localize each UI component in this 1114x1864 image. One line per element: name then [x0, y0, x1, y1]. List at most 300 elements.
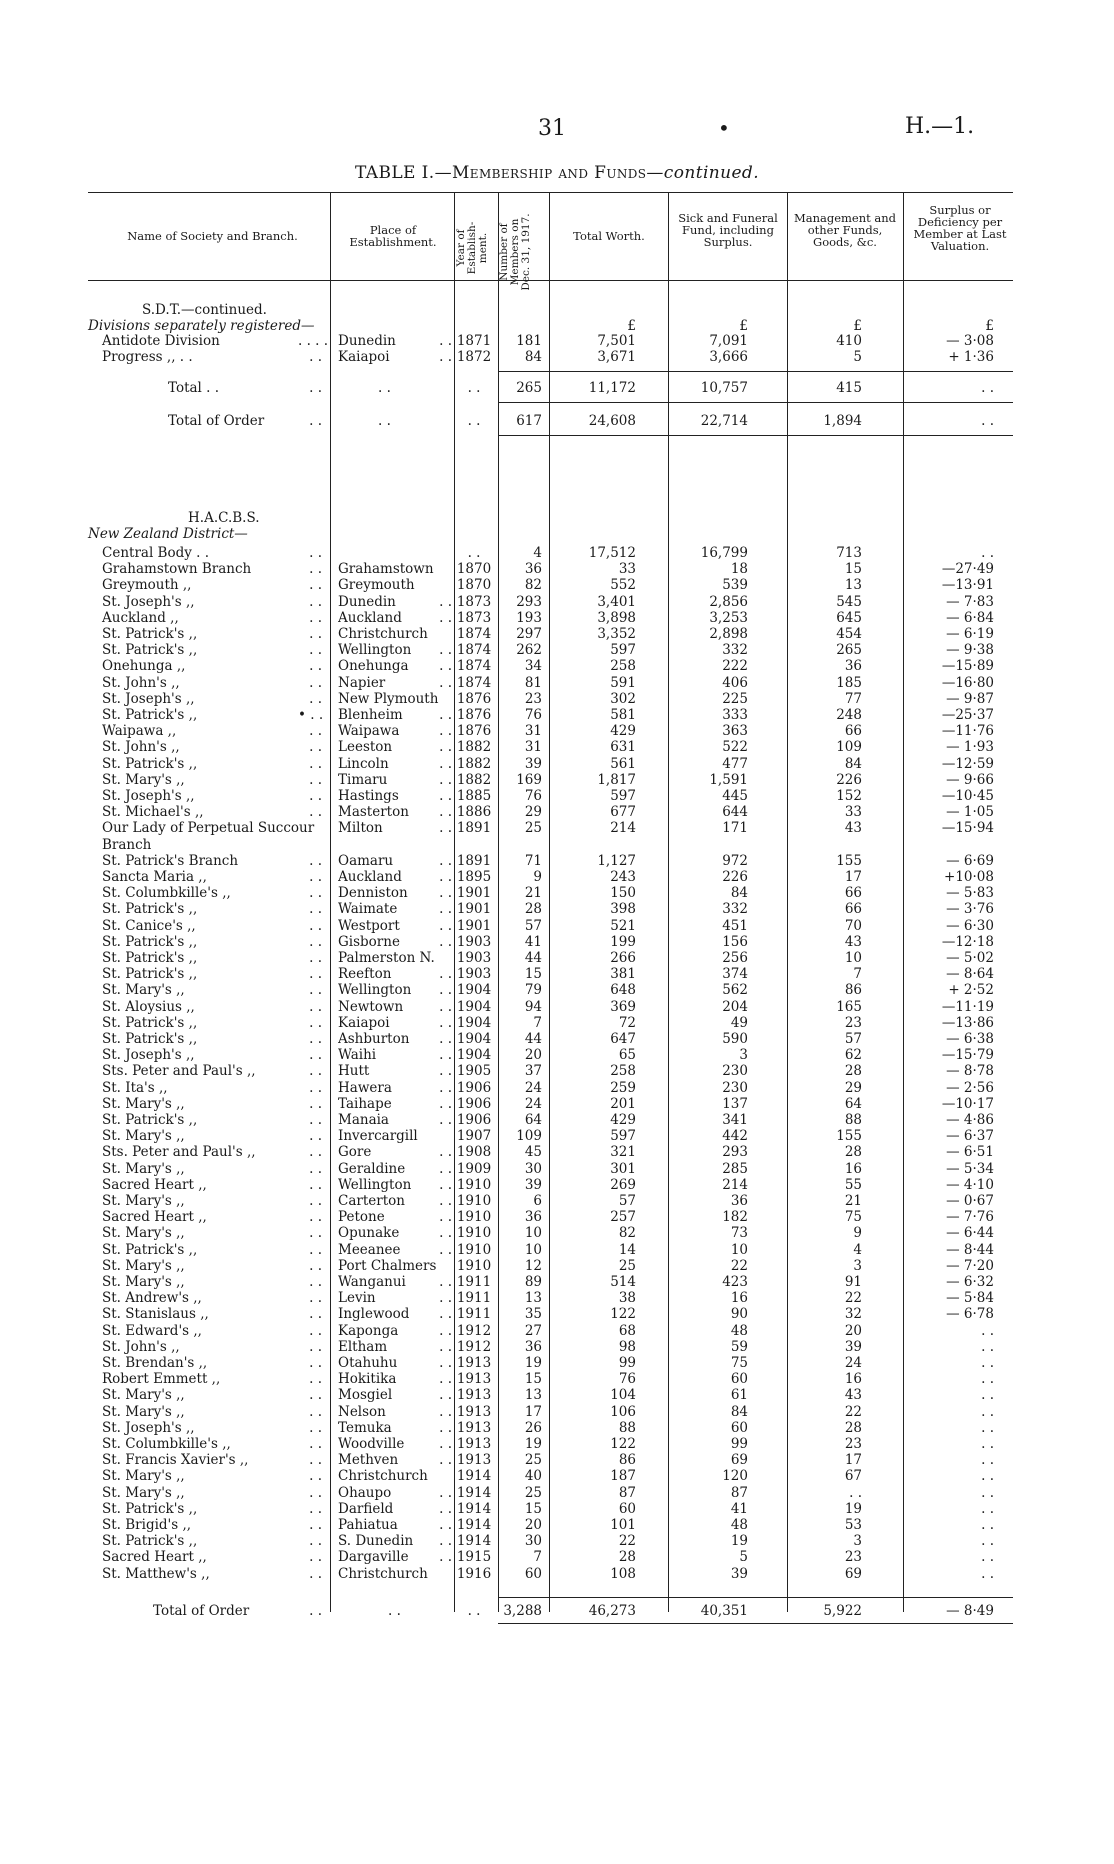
row-members: 36: [524, 1338, 542, 1355]
table-row: [0, 626, 1114, 642]
row-name: Robert Emmett ,,: [102, 1371, 221, 1388]
row-worth: 597: [610, 1128, 636, 1145]
row-year: 1913: [456, 1371, 492, 1388]
row-name: St. Patrick's ,,: [102, 1112, 198, 1128]
row-place-dots: . .: [439, 1387, 452, 1404]
table-row: [0, 723, 1114, 739]
row-place-dots: . .: [439, 1484, 452, 1501]
row-place: Darfield: [338, 1500, 394, 1517]
total-surplus: . .: [981, 380, 994, 396]
row-place: Hutt: [338, 1063, 370, 1080]
row-sick: 99: [730, 1436, 748, 1452]
row-place-dots: . .: [439, 998, 452, 1015]
row-dots: . .: [309, 788, 322, 804]
table-row: [0, 1549, 1114, 1565]
row-surplus: —12·59: [941, 755, 994, 772]
row-place-dots: . .: [439, 1436, 452, 1452]
row-surplus: — 7·83: [946, 593, 994, 610]
row-place: Timaru: [338, 771, 388, 788]
row-dots: . .: [309, 1079, 322, 1096]
row-name: St. Mary's ,,: [102, 1160, 185, 1177]
row-mgmt: . .: [849, 1484, 862, 1501]
row-mgmt: 265: [836, 642, 862, 659]
row-name: St. John's ,,: [102, 1338, 180, 1355]
row-members: 297: [516, 626, 542, 642]
row-dots: . .: [309, 1095, 322, 1112]
row-dots: . .: [309, 1533, 322, 1550]
row-dots: . . . .: [298, 333, 329, 349]
row-name: St. Patrick's ,,: [102, 707, 198, 723]
row-members: 21: [524, 885, 542, 902]
row-mgmt: 32: [844, 1306, 862, 1323]
row-dots: . .: [309, 1419, 322, 1436]
row-year: 1870: [456, 561, 492, 578]
row-worth: 76: [618, 1371, 636, 1388]
row-name: St. Mary's ,,: [102, 982, 185, 999]
row-name: St. John's ,,: [102, 739, 180, 756]
row-surplus: . .: [981, 545, 994, 561]
row-surplus: —15·89: [941, 658, 994, 675]
unit-surplus: £: [985, 318, 994, 334]
row-year: 1914: [456, 1500, 492, 1517]
row-year: 1911: [456, 1306, 492, 1323]
table-row: [0, 1517, 1114, 1533]
row-place-dots: . .: [439, 885, 452, 902]
row-name: St. Edward's ,,: [102, 1322, 202, 1339]
row-surplus: . .: [981, 1484, 994, 1501]
row-dots: . .: [309, 1452, 322, 1469]
row-dots: . .: [309, 1517, 322, 1533]
row-mgmt: 28: [844, 1419, 862, 1436]
row-mgmt: 13: [844, 577, 862, 594]
row-worth: 122: [610, 1436, 636, 1452]
row-sick: 60: [730, 1419, 748, 1436]
row-name: St. Mary's ,,: [102, 1225, 185, 1242]
row-worth: 257: [610, 1209, 636, 1226]
row-name: St. Patrick's ,,: [102, 626, 198, 642]
row-mgmt: 16: [844, 1371, 862, 1388]
row-name: Central Body . .: [102, 545, 210, 561]
row-place: Grahamstown: [338, 561, 434, 578]
row-year: 1912: [456, 1322, 492, 1339]
row-worth: 65: [618, 1047, 636, 1064]
row-dots: . .: [309, 1484, 322, 1501]
row-sick: 442: [722, 1128, 748, 1145]
row-dots: . .: [309, 1371, 322, 1388]
row-name: St. Mary's ,,: [102, 1193, 185, 1209]
row-sick: 39: [730, 1565, 748, 1582]
sdt-subheading: Divisions separately registered—: [88, 318, 315, 334]
row-members: 262: [516, 642, 542, 659]
row-sick: 477: [722, 755, 748, 772]
row-place: Wellington: [338, 982, 412, 999]
row-place-dots: . .: [439, 1549, 452, 1566]
row-mgmt: 66: [844, 901, 862, 918]
row-sick: 204: [722, 998, 748, 1015]
row-name: St. Patrick's ,,: [102, 1533, 198, 1550]
row-surplus: — 9·87: [946, 690, 994, 707]
row-year: 1914: [456, 1484, 492, 1501]
row-sick: 16,799: [700, 545, 748, 561]
row-place: Dargaville: [338, 1549, 409, 1566]
row-dots: . .: [309, 626, 322, 642]
row-surplus: . .: [981, 1533, 994, 1550]
row-sick: 406: [722, 674, 748, 691]
row-sick: 22: [730, 1257, 748, 1274]
row-place-dots: . .: [439, 658, 452, 675]
row-place: Otahuhu: [338, 1355, 398, 1371]
row-mgmt: 84: [844, 755, 862, 772]
row-dots: . .: [309, 593, 322, 610]
row-worth: 302: [610, 690, 636, 707]
row-name: Waipawa ,,: [102, 723, 177, 740]
row-members: 4: [533, 545, 542, 561]
row-place: Taihape: [338, 1095, 392, 1112]
row-surplus: —12·18: [941, 933, 994, 950]
row-worth: 98: [618, 1338, 636, 1355]
row-place: Mosgiel: [338, 1387, 393, 1404]
row-dots: . .: [309, 349, 322, 365]
row-members: 89: [524, 1274, 542, 1290]
row-members: 20: [524, 1517, 542, 1533]
table-row: [0, 1404, 1114, 1420]
header-worth: Total Worth.: [573, 229, 645, 243]
hacbs-district: New Zealand District—: [88, 526, 248, 542]
row-mgmt: 155: [836, 852, 862, 869]
table-row: [0, 1015, 1114, 1031]
row-mgmt: 21: [844, 1193, 862, 1209]
row-dots: . .: [309, 561, 322, 578]
table-row: [0, 966, 1114, 982]
hacbs-order-total-dots: . .: [309, 1603, 322, 1619]
row-year: 1874: [456, 674, 492, 691]
row-name: St. Joseph's ,,: [102, 1419, 195, 1436]
row-members: 10: [524, 1241, 542, 1258]
row-place: New Plymouth: [338, 690, 439, 707]
row-sick: 226: [722, 869, 748, 885]
row-mgmt: 545: [836, 593, 862, 610]
row-mgmt: 22: [844, 1290, 862, 1307]
row-mgmt: 19: [844, 1500, 862, 1517]
row-mgmt: 91: [844, 1274, 862, 1290]
order-total-label: Total of Order: [168, 413, 265, 429]
row-surplus: —11·76: [941, 723, 994, 740]
row-place: Christchurch: [338, 1468, 428, 1485]
row-dots: . .: [309, 1257, 322, 1274]
row-mgmt: 23: [844, 1436, 862, 1452]
table-row: [0, 1420, 1114, 1436]
row-mgmt: 24: [844, 1355, 862, 1371]
row-worth: 381: [610, 966, 636, 983]
row-year: 1908: [456, 1144, 492, 1161]
row-dots: . .: [309, 609, 322, 626]
row-dots: . .: [309, 1274, 322, 1290]
row-members: 181: [516, 333, 542, 349]
row-surplus: — 5·83: [946, 885, 994, 902]
row-name: St. Ita's ,,: [102, 1079, 168, 1096]
row-year: 1876: [456, 707, 492, 723]
row-mgmt: 713: [836, 545, 862, 561]
row-name: St. Mary's ,,: [102, 1468, 185, 1485]
row-sick: 256: [722, 950, 748, 966]
row-place: Milton: [338, 820, 383, 837]
row-place-dots: . .: [439, 1533, 452, 1550]
row-surplus: — 0·67: [946, 1193, 994, 1209]
row-mgmt: 454: [836, 626, 862, 642]
unit-mgmt: £: [853, 318, 862, 334]
row-dots: . .: [309, 577, 322, 594]
table-row: [0, 1566, 1114, 1582]
row-sick: 590: [722, 1031, 748, 1047]
row-members: 40: [524, 1468, 542, 1485]
row-name: Sacred Heart ,,: [102, 1209, 207, 1226]
row-mgmt: 33: [844, 804, 862, 821]
row-place-dots: . .: [439, 1355, 452, 1371]
table-row: [0, 1144, 1114, 1160]
row-place-dots: . .: [439, 1500, 452, 1517]
row-name: St. Joseph's ,,: [102, 788, 195, 804]
row-dots: . .: [309, 1403, 322, 1420]
total-place: . .: [378, 380, 391, 396]
row-year: 1872: [456, 349, 492, 365]
row-sick: 3: [739, 1047, 748, 1064]
row-members: 84: [524, 349, 542, 365]
row-name: St. Patrick's ,,: [102, 1031, 198, 1047]
row-mgmt: 3: [853, 1257, 862, 1274]
row-place-dots: . .: [439, 1419, 452, 1436]
row-members: 94: [524, 998, 542, 1015]
row-place: Christchurch: [338, 1565, 428, 1582]
row-place-dots: . .: [439, 1338, 452, 1355]
row-mgmt: 4: [853, 1241, 862, 1258]
sdt-order-total-row: [0, 413, 1114, 429]
row-year: 1903: [456, 966, 492, 983]
row-place-dots: . .: [439, 1063, 452, 1080]
row-dots: . .: [309, 1031, 322, 1047]
row-place-dots: . .: [439, 901, 452, 918]
row-year: 1885: [456, 788, 492, 804]
table-row: [0, 1468, 1114, 1484]
row-dots: . .: [309, 1128, 322, 1145]
order-total-worth: 24,608: [588, 413, 636, 429]
row-members: 24: [524, 1095, 542, 1112]
row-worth: 369: [610, 998, 636, 1015]
row-worth: 552: [610, 577, 636, 594]
row-worth: 60: [618, 1500, 636, 1517]
row-place: Temuka: [338, 1419, 392, 1436]
row-place: Hokitika: [338, 1371, 397, 1388]
row-mgmt: 226: [836, 771, 862, 788]
row-name: St. Columbkille's ,,: [102, 1436, 231, 1452]
row-dots: . .: [309, 1549, 322, 1566]
row-sick: 171: [722, 820, 748, 837]
hacbs-order-total-members: 3,288: [503, 1603, 542, 1619]
row-mgmt: 43: [844, 1387, 862, 1404]
row-dots: . .: [309, 755, 322, 772]
row-sick: 451: [722, 917, 748, 934]
row-worth: 82: [618, 1225, 636, 1242]
row-year: 1909: [456, 1160, 492, 1177]
row-members: 109: [516, 1128, 542, 1145]
row-surplus: — 6·51: [946, 1144, 994, 1161]
row-worth: 429: [610, 723, 636, 740]
row-members: 34: [524, 658, 542, 675]
table-row: [0, 1225, 1114, 1241]
table-row: [0, 642, 1114, 658]
row-mgmt: 3: [853, 1533, 862, 1550]
row-dots: . .: [309, 1565, 322, 1582]
row-sick: 18: [730, 561, 748, 578]
row-mgmt: 9: [853, 1225, 862, 1242]
row-worth: 258: [610, 1063, 636, 1080]
row-year: 1907: [456, 1128, 492, 1145]
row-place-dots: . .: [439, 804, 452, 821]
row-name: St. Mary's ,,: [102, 771, 185, 788]
table-row: [0, 739, 1114, 755]
row-year: 1904: [456, 1047, 492, 1064]
row-mgmt: 53: [844, 1517, 862, 1533]
row-name: St. Patrick's ,,: [102, 755, 198, 772]
row-place: Hawera: [338, 1079, 392, 1096]
row-sick: 61: [730, 1387, 748, 1404]
row-place: Wellington: [338, 642, 412, 659]
row-dots: . .: [309, 1047, 322, 1064]
row-mgmt: 43: [844, 820, 862, 837]
row-year: 1914: [456, 1517, 492, 1533]
row-surplus: — 6·78: [946, 1306, 994, 1323]
row-year: 1910: [456, 1193, 492, 1209]
row-worth: 88: [618, 1419, 636, 1436]
title-prefix: TABLE I.—: [354, 163, 452, 183]
row-sick: 230: [722, 1079, 748, 1096]
row-dots: . .: [309, 1338, 322, 1355]
row-place-dots: . .: [439, 1193, 452, 1209]
row-worth: 101: [610, 1517, 636, 1533]
row-surplus: . .: [981, 1403, 994, 1420]
row-year: 1906: [456, 1079, 492, 1096]
row-surplus: — 1·93: [946, 739, 994, 756]
row-place: Palmerston N.: [338, 950, 435, 966]
row-place-dots: . .: [439, 1306, 452, 1323]
row-year: 1874: [456, 658, 492, 675]
header-sick: Sick and Funeral Fund, including Surplus.: [678, 211, 778, 249]
table-row: [0, 1080, 1114, 1096]
row-place: Ohaupo: [338, 1484, 392, 1501]
row-year: 1886: [456, 804, 492, 821]
row-place: Napier: [338, 674, 386, 691]
row-place-dots: . .: [439, 723, 452, 740]
row-year: 1910: [456, 1241, 492, 1258]
header-top-rule: [88, 192, 1013, 193]
row-worth: 677: [610, 804, 636, 821]
row-dots: . .: [309, 1176, 322, 1193]
row-members: 76: [524, 788, 542, 804]
row-dots: . .: [309, 1209, 322, 1226]
row-worth: 429: [610, 1112, 636, 1128]
row-surplus: . .: [981, 1549, 994, 1566]
row-place-dots: . .: [439, 1160, 452, 1177]
row-sick: 48: [730, 1322, 748, 1339]
table-row: [0, 1533, 1114, 1549]
row-place: Christchurch: [338, 626, 428, 642]
row-place: Wanganui: [338, 1274, 406, 1290]
row-members: 30: [524, 1533, 542, 1550]
row-members: 44: [524, 1031, 542, 1047]
row-name: St. Patrick's ,,: [102, 950, 198, 966]
row-surplus: — 8·44: [946, 1241, 994, 1258]
row-members: 25: [524, 820, 542, 837]
row-name: Progress ,, . .: [102, 349, 193, 365]
row-members: 23: [524, 690, 542, 707]
table-row: [0, 333, 1114, 349]
row-year: 1906: [456, 1095, 492, 1112]
hacbs-order-total-label: Total of Order: [153, 1603, 250, 1619]
row-sick: 36: [730, 1193, 748, 1209]
row-year: 1904: [456, 998, 492, 1015]
row-dots: . .: [309, 690, 322, 707]
row-dots: . .: [309, 1014, 322, 1031]
row-members: 15: [524, 966, 542, 983]
row-place: Woodville: [338, 1436, 405, 1452]
row-name: St. Stanislaus ,,: [102, 1306, 209, 1323]
row-surplus: . .: [981, 1355, 994, 1371]
row-members: 71: [524, 852, 542, 869]
row-year: 1882: [456, 755, 492, 772]
row-surplus: —27·49: [941, 561, 994, 578]
row-name: St. Patrick's ,,: [102, 1241, 198, 1258]
table-row: [0, 594, 1114, 610]
row-sick: 73: [730, 1225, 748, 1242]
row-worth: 106: [610, 1403, 636, 1420]
sdt-units-row: [0, 318, 1114, 334]
row-sick: 59: [730, 1338, 748, 1355]
row-dots: . .: [309, 1355, 322, 1371]
row-place: Carterton: [338, 1193, 405, 1209]
row-place: Inglewood: [338, 1306, 410, 1323]
row-sick: 19: [730, 1533, 748, 1550]
row-name: St. Brigid's ,,: [102, 1517, 192, 1533]
row-dots: . .: [309, 1112, 322, 1128]
row-worth: 14: [618, 1241, 636, 1258]
row-dots: . .: [309, 869, 322, 885]
row-surplus: — 5·34: [946, 1160, 994, 1177]
row-worth: 104: [610, 1387, 636, 1404]
table-row: [0, 1387, 1114, 1403]
row-members: 81: [524, 674, 542, 691]
row-year: 1870: [456, 577, 492, 594]
row-members: 44: [524, 950, 542, 966]
row-year: 1904: [456, 1031, 492, 1047]
row-mgmt: 67: [844, 1468, 862, 1485]
row-surplus: . .: [981, 1338, 994, 1355]
row-mgmt: 75: [844, 1209, 862, 1226]
row-place-dots: . .: [439, 707, 452, 723]
hacbs-order-total-worth: 46,273: [588, 1603, 636, 1619]
row-sick: 2,898: [709, 626, 748, 642]
row-sick: 293: [722, 1144, 748, 1161]
row-worth: 150: [610, 885, 636, 902]
row-surplus: . .: [981, 1322, 994, 1339]
row-dots: . .: [309, 739, 322, 756]
row-name: St. Patrick's ,,: [102, 966, 198, 983]
row-year: 1910: [456, 1225, 492, 1242]
row-place: Kaiapoi: [338, 1014, 390, 1031]
row-surplus: — 6·84: [946, 609, 994, 626]
row-sick: 75: [730, 1355, 748, 1371]
table-row: [0, 804, 1114, 820]
row-place: Newtown: [338, 998, 404, 1015]
row-members: 10: [524, 1225, 542, 1242]
